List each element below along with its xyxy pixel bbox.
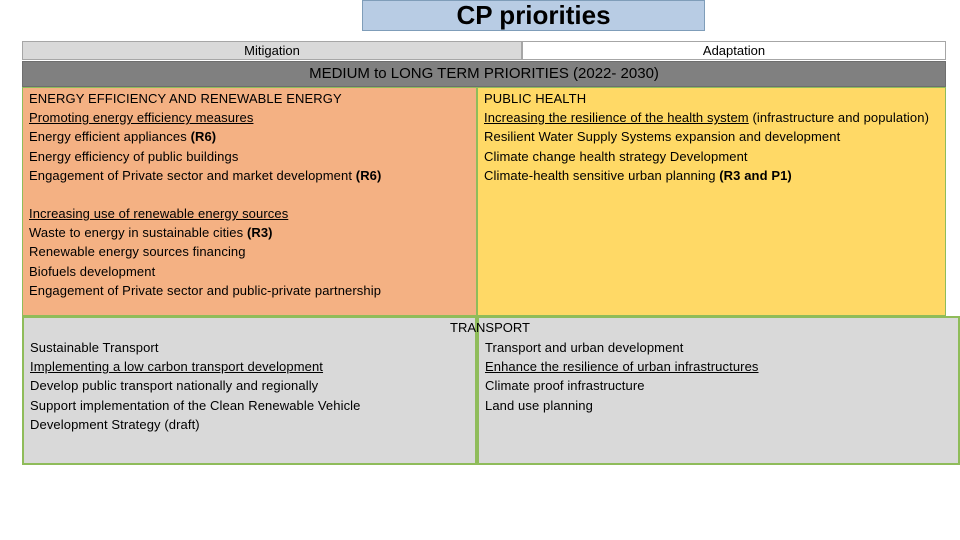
health-subheading (484, 108, 939, 127)
item-text: Climate change health strategy Development (484, 148, 748, 164)
transport-right-item: Land use planning (485, 397, 593, 413)
item-text: Energy efficient appliances (29, 129, 191, 145)
energy-heading: ENERGY EFFICIENCY AND RENEWABLE ENERGY (29, 91, 342, 106)
health-item (484, 166, 939, 185)
item-text: Energy efficiency of public buildings (29, 148, 239, 164)
energy-efficiency-subheading: Promoting energy efficiency measures (29, 110, 254, 126)
health-item (484, 127, 939, 146)
transport-mitigation-cell (22, 316, 477, 465)
energy-eff-item (29, 147, 470, 166)
energy-ren-item (29, 281, 470, 300)
transport-right-item: Climate proof infrastructure (485, 378, 645, 394)
mitigation-column-header (22, 41, 522, 60)
transport-left-item: Develop public transport nationally and regionally (30, 378, 319, 394)
transport-left-subheading: Implementing a low carbon transport development (30, 359, 324, 375)
item-text: Engagement of Private sector and public-private partnership (29, 282, 382, 298)
transport-right-subheading: Enhance the resilience of urban infrastructures (485, 359, 759, 375)
adaptation-column-header (522, 41, 946, 60)
energy-ren-item (29, 262, 470, 281)
adaptation-label: Adaptation (702, 43, 766, 58)
energy-cell (22, 87, 477, 316)
item-ref: (R3 and P1) (719, 167, 792, 183)
renewable-subheading: Increasing use of renewable energy sources (29, 206, 289, 222)
energy-ren-item (29, 242, 470, 261)
item-text: Resilient Water Supply Systems expansion and development (484, 129, 841, 145)
item-ref: (R6) (190, 129, 217, 145)
transport-adaptation-cell (477, 316, 960, 465)
item-text: Biofuels development (29, 263, 156, 279)
transport-left-item: Support implementation of the Clean Renewable Vehicle Development Strategy (draft) (30, 397, 361, 432)
health-sub-rest: (infrastructure and population) (748, 110, 929, 126)
transport-label: TRANSPORT (450, 320, 530, 335)
page-title: CP priorities (362, 0, 705, 31)
item-text: Engagement of Private sector and market development (29, 167, 356, 183)
health-sub-underlined: Increasing the resilience of the health system (484, 110, 749, 126)
item-ref: (R3) (246, 225, 273, 241)
item-ref: (R6) (355, 167, 382, 183)
item-text: Climate-health sensitive urban planning (484, 167, 720, 183)
transport-left-heading: Sustainable Transport (30, 340, 159, 355)
mitigation-label: Mitigation (244, 43, 300, 58)
item-text: Renewable energy sources financing (29, 244, 246, 260)
transport-right-heading: Transport and urban development (485, 340, 684, 355)
period-bar: MEDIUM to LONG TERM PRIORITIES (2022- 2030) (22, 61, 946, 87)
health-cell (477, 87, 946, 316)
health-heading: PUBLIC HEALTH (484, 91, 587, 106)
energy-eff-item (29, 127, 470, 146)
energy-ren-item (29, 223, 470, 242)
health-item (484, 147, 939, 166)
item-text: Waste to energy in sustainable cities (29, 225, 247, 241)
energy-eff-item (29, 166, 470, 185)
